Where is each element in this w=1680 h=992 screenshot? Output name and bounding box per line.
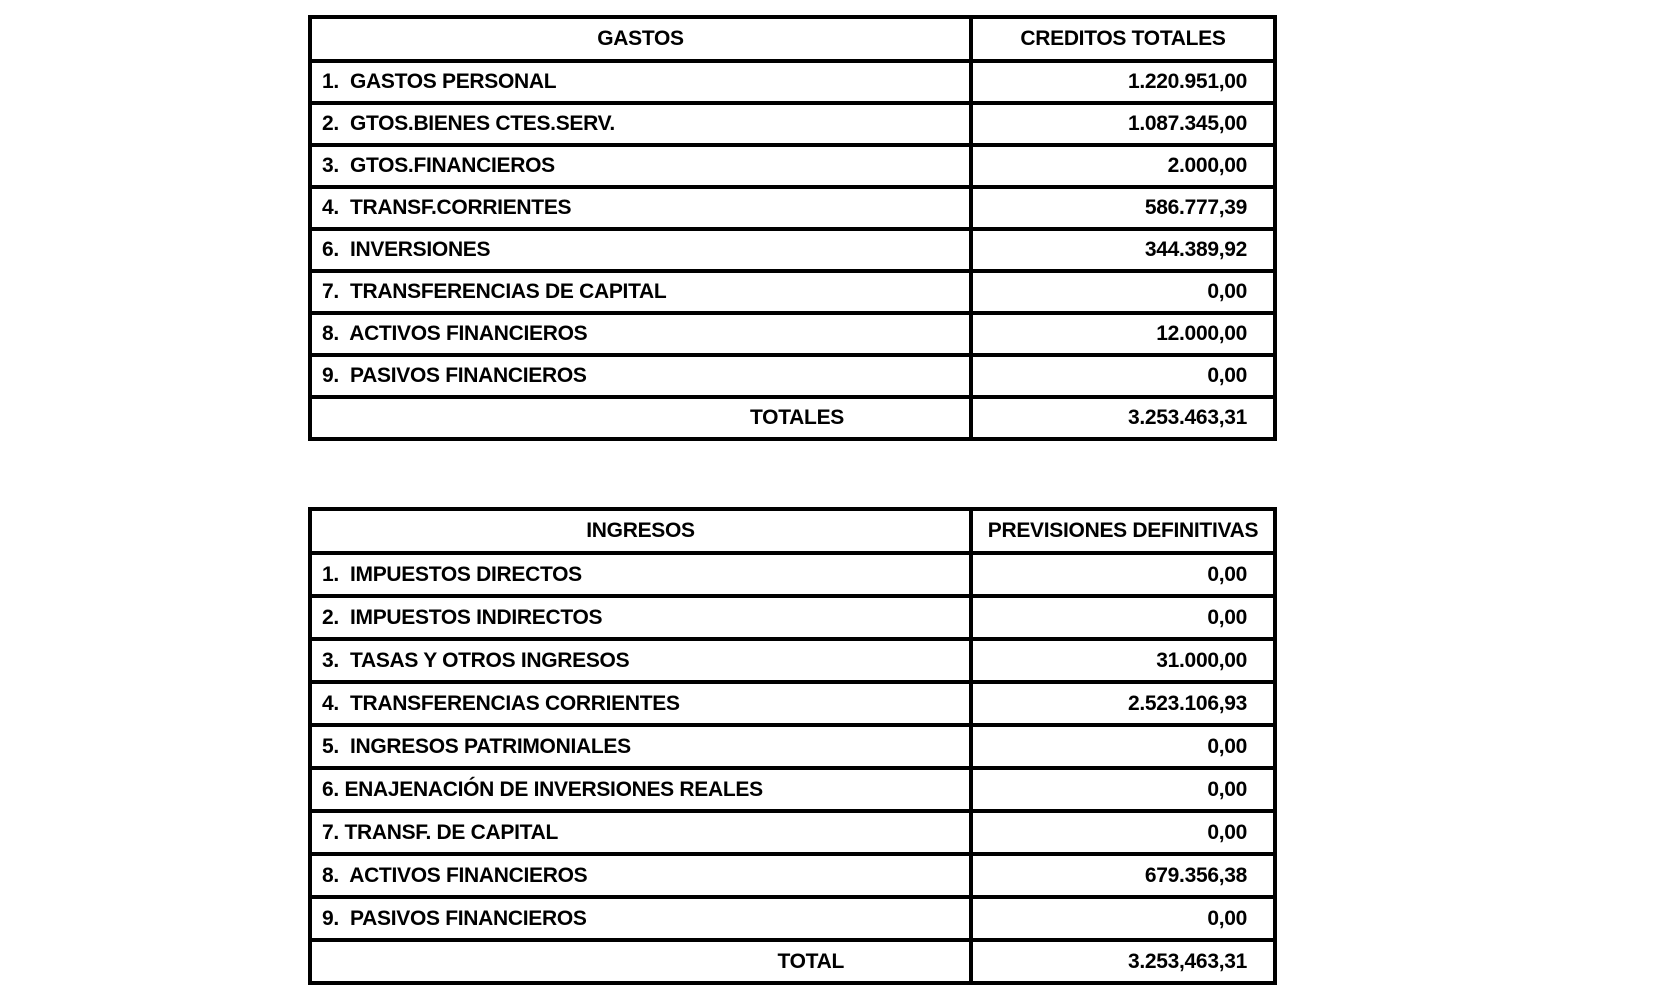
gastos-row-3 (312, 143, 1273, 185)
total-label: TOTAL (312, 942, 973, 981)
creditos-totales-column-header: CREDITOS TOTALES (1020, 27, 1226, 50)
gastos-row-4 (312, 185, 1273, 227)
ingresos-header-row (312, 511, 1273, 551)
row-label: 8. ACTIVOS FINANCIEROS (312, 315, 973, 353)
ingresos-row-9 (312, 895, 1273, 938)
row-label: 2. IMPUESTOS INDIRECTOS (312, 598, 973, 637)
row-amount: 31.000,00 (1156, 648, 1247, 672)
row-label: 8. ACTIVOS FINANCIEROS (312, 856, 973, 895)
row-amount: 0,00 (1207, 734, 1247, 758)
ingresos-table (308, 507, 1277, 985)
row-amount: 0,00 (1207, 820, 1247, 844)
ingresos-row-2 (312, 594, 1273, 637)
gastos-total-row (312, 395, 1273, 437)
row-amount: 344.389,92 (1144, 238, 1247, 261)
gastos-row-2 (312, 101, 1273, 143)
row-amount: 679.356,38 (1144, 863, 1247, 887)
ingresos-row-1 (312, 551, 1273, 594)
gastos-row-6 (312, 227, 1273, 269)
gastos-row-8 (312, 311, 1273, 353)
row-amount: 0,00 (1207, 777, 1247, 801)
previsiones-definitivas-column-header: PREVISIONES DEFINITIVAS (987, 519, 1259, 542)
ingresos-row-6 (312, 766, 1273, 809)
row-amount: 0,00 (1207, 280, 1247, 303)
row-label: 7. TRANSF. DE CAPITAL (312, 813, 973, 852)
ingresos-row-7 (312, 809, 1273, 852)
row-label: 3. TASAS Y OTROS INGRESOS (312, 641, 973, 680)
row-label: 9. PASIVOS FINANCIEROS (312, 357, 973, 395)
row-amount: 586.777,39 (1144, 196, 1247, 219)
row-label: 1. GASTOS PERSONAL (312, 63, 973, 101)
gastos-header-row (312, 19, 1273, 59)
gastos-row-7 (312, 269, 1273, 311)
row-label: 9. PASIVOS FINANCIEROS (312, 899, 973, 938)
ingresos-total-row (312, 938, 1273, 981)
row-label: 6. ENAJENACIÓN DE INVERSIONES REALES (312, 770, 973, 809)
row-label: 6. INVERSIONES (312, 231, 973, 269)
gastos-row-1 (312, 59, 1273, 101)
row-label: 4. TRANSF.CORRIENTES (312, 189, 973, 227)
total-amount: 3.253,463,31 (1127, 949, 1247, 973)
ingresos-row-5 (312, 723, 1273, 766)
ingresos-row-3 (312, 637, 1273, 680)
totales-label: TOTALES (312, 399, 973, 437)
row-label: 4. TRANSFERENCIAS CORRIENTES (312, 684, 973, 723)
row-amount: 0,00 (1207, 364, 1247, 387)
ingresos-row-4 (312, 680, 1273, 723)
row-amount: 0,00 (1207, 605, 1247, 629)
row-label: 5. INGRESOS PATRIMONIALES (312, 727, 973, 766)
row-amount: 1.087.345,00 (1127, 112, 1247, 135)
ingresos-row-8 (312, 852, 1273, 895)
row-amount: 12.000,00 (1156, 322, 1247, 345)
row-label: 3. GTOS.FINANCIEROS (312, 147, 973, 185)
gastos-table (308, 15, 1277, 441)
row-label: 7. TRANSFERENCIAS DE CAPITAL (312, 273, 973, 311)
row-label: 1. IMPUESTOS DIRECTOS (312, 555, 973, 594)
row-label: 2. GTOS.BIENES CTES.SERV. (312, 105, 973, 143)
gastos-row-9 (312, 353, 1273, 395)
ingresos-column-header: INGRESOS (312, 511, 973, 551)
row-amount: 0,00 (1207, 906, 1247, 930)
row-amount: 0,00 (1207, 562, 1247, 586)
gastos-column-header: GASTOS (312, 19, 973, 59)
row-amount: 2.000,00 (1167, 154, 1247, 177)
row-amount: 2.523.106,93 (1127, 691, 1247, 715)
row-amount: 1.220.951,00 (1127, 70, 1247, 93)
totales-amount: 3.253.463,31 (1127, 406, 1247, 429)
